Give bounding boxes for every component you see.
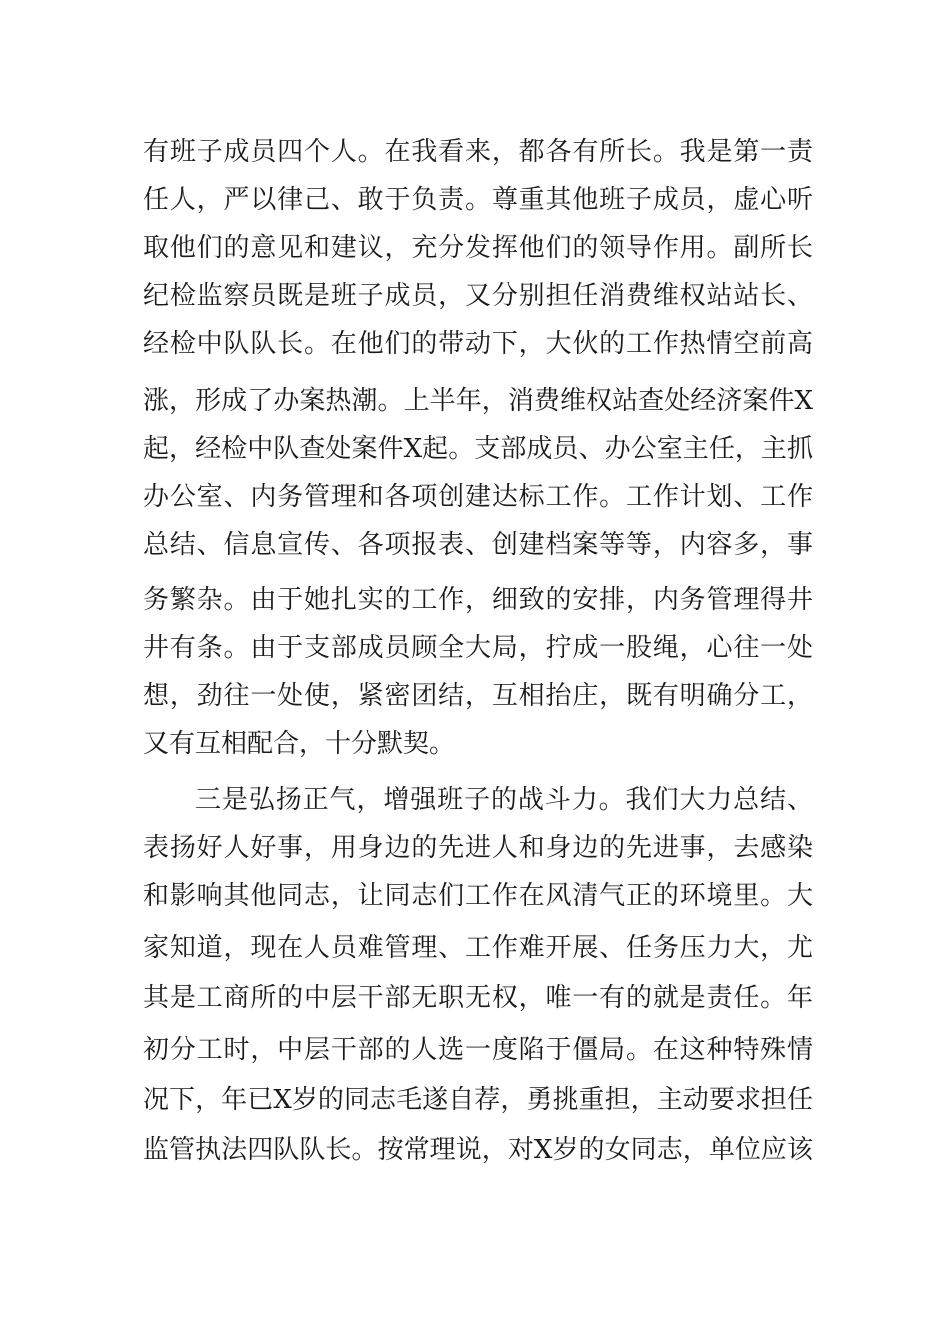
- text-line: 任人，严以律己、敢于负责。尊重其他班子成员，虚心听: [143, 185, 813, 215]
- text-line: 家知道，现在人员难管理、工作难开展、任务压力大，尤: [143, 933, 813, 963]
- text-line: 初分工时，中层干部的人选一度陷于僵局。在这种特殊情: [143, 1035, 813, 1065]
- text-line: 表扬好人好事，用身边的先进人和身边的先进事，去感染: [143, 833, 813, 863]
- text-line: 起，经检中队查处案件X起。支部成员、办公室主任，主抓: [143, 434, 813, 464]
- text-line: 总结、信息宣传、各项报表、创建档案等等，内容多，事: [143, 530, 813, 560]
- paragraph-first-line: 三是弘扬正气，增强班子的战斗力。我们大力总结、: [195, 785, 813, 815]
- text-line: 纪检监察员既是班子成员，又分别担任消费维权站站长、: [143, 281, 813, 311]
- text-line: 经检中队队长。在他们的带动下，大伙的工作热情空前高: [143, 329, 813, 359]
- text-line: 又有互相配合，十分默契。: [143, 729, 456, 759]
- text-line: 有班子成员四个人。在我看来，都各有所长。我是第一责: [143, 137, 813, 167]
- text-line: 其是工商所的中层干部无职无权，唯一有的就是责任。年: [143, 983, 813, 1013]
- text-line: 涨，形成了办案热潮。上半年，消费维权站查处经济案件X: [143, 386, 813, 416]
- text-line: 务繁杂。由于她扎实的工作，细致的安排，内务管理得井: [143, 585, 813, 615]
- text-line: 监管执法四队队长。按常理说，对X岁的女同志，单位应该: [143, 1135, 813, 1165]
- text-line: 办公室、内务管理和各项创建达标工作。工作计划、工作: [143, 482, 813, 512]
- text-line: 况下，年已X岁的同志毛遂自荐，勇挑重担，主动要求担任: [143, 1085, 813, 1115]
- text-line: 想，劲往一处使，紧密团结，互相抬庄，既有明确分工，: [143, 681, 813, 711]
- text-line: 取他们的意见和建议，充分发挥他们的领导作用。副所长: [143, 233, 813, 263]
- text-line: 和影响其他同志，让同志们工作在风清气正的环境里。大: [143, 881, 813, 911]
- text-line: 井有条。由于支部成员顾全大局，拧成一股绳，心往一处: [143, 633, 813, 663]
